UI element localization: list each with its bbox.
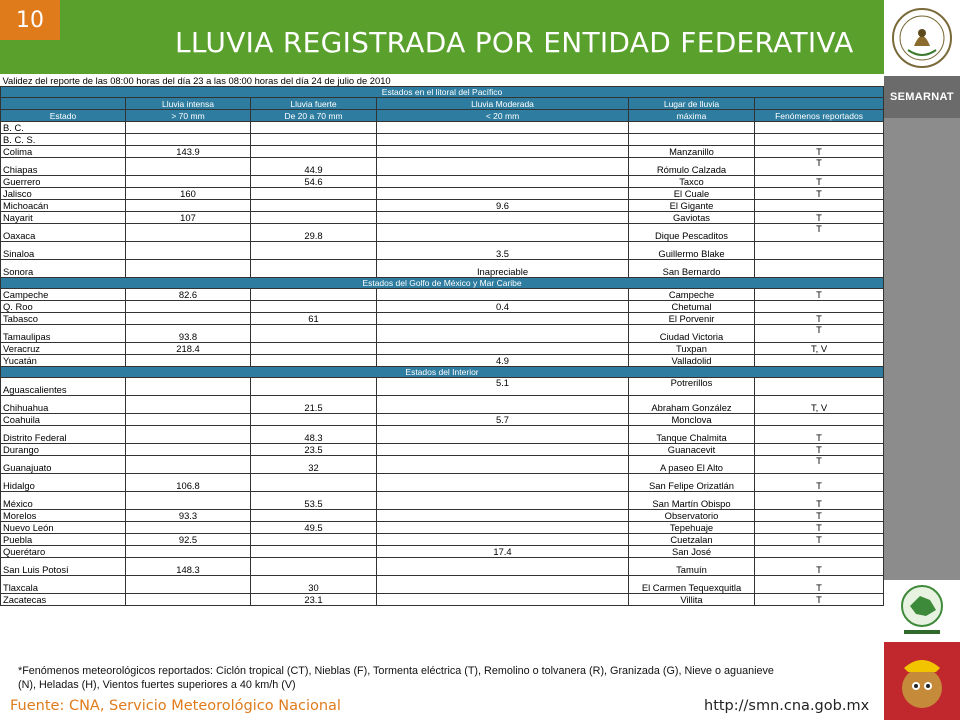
max-rain-place-cell: San José	[629, 546, 755, 558]
strong-rain-cell: 61	[251, 313, 377, 325]
intense-rain-cell	[126, 122, 251, 134]
strong-rain-cell: 23.5	[251, 444, 377, 456]
phenomena-cell: T	[755, 492, 884, 510]
intense-rain-cell	[126, 200, 251, 212]
table-row	[1, 212, 884, 224]
moderate-rain-cell	[377, 325, 629, 343]
moderate-rain-cell	[377, 313, 629, 325]
max-rain-place-cell: A paseo El Alto	[629, 456, 755, 474]
state-cell: Coahuila	[1, 414, 126, 426]
table-row	[1, 546, 884, 558]
phenomena-cell: T	[755, 289, 884, 301]
moderate-rain-cell	[377, 224, 629, 242]
phenomena-cell: T	[755, 594, 884, 606]
state-cell: Campeche	[1, 289, 126, 301]
max-rain-place-cell: El Porvenir	[629, 313, 755, 325]
state-cell: Sonora	[1, 260, 126, 278]
moderate-rain-cell	[377, 534, 629, 546]
phenomena-cell: T	[755, 522, 884, 534]
intense-rain-cell	[126, 224, 251, 242]
moderate-rain-cell	[377, 396, 629, 414]
intense-rain-cell	[126, 546, 251, 558]
state-cell: Morelos	[1, 510, 126, 522]
state-cell: Aguascalientes	[1, 378, 126, 396]
strong-rain-cell: 32	[251, 456, 377, 474]
moderate-rain-cell	[377, 522, 629, 534]
max-rain-place-cell	[629, 134, 755, 146]
max-rain-place-cell: Guanacevit	[629, 444, 755, 456]
max-rain-place-cell: Observatorio	[629, 510, 755, 522]
phenomena-cell: T	[755, 158, 884, 176]
intense-rain-cell: 93.3	[126, 510, 251, 522]
strong-rain-cell	[251, 474, 377, 492]
intense-rain-cell	[126, 396, 251, 414]
max-rain-place-cell: Valladolid	[629, 355, 755, 367]
state-cell: Yucatán	[1, 355, 126, 367]
moderate-rain-cell: 5.1	[377, 378, 629, 396]
phenomena-cell: T	[755, 212, 884, 224]
moderate-rain-cell	[377, 594, 629, 606]
table-row	[1, 325, 884, 343]
state-cell: Querétaro	[1, 546, 126, 558]
intense-rain-cell	[126, 444, 251, 456]
state-cell: Chihuahua	[1, 396, 126, 414]
column-header: Lugar de lluvia	[629, 98, 755, 110]
max-rain-place-cell: Campeche	[629, 289, 755, 301]
validity-row	[1, 75, 884, 87]
intense-rain-cell: 143.9	[126, 146, 251, 158]
footnote	[18, 664, 878, 692]
max-rain-place-cell: Cuetzalan	[629, 534, 755, 546]
phenomena-cell: T	[755, 444, 884, 456]
section-header	[1, 367, 884, 378]
intense-rain-cell: 218.4	[126, 343, 251, 355]
source-url[interactable]: http://smn.cna.gob.mx	[704, 698, 870, 714]
strong-rain-cell	[251, 146, 377, 158]
moderate-rain-cell: 3.5	[377, 242, 629, 260]
column-header-row	[1, 110, 884, 122]
moderate-rain-cell	[377, 146, 629, 158]
state-cell: San Luis Potosí	[1, 558, 126, 576]
phenomena-cell	[755, 378, 884, 396]
moderate-rain-cell: 0.4	[377, 301, 629, 313]
intense-rain-cell	[126, 355, 251, 367]
phenomena-cell: T, V	[755, 396, 884, 414]
intense-rain-cell: 106.8	[126, 474, 251, 492]
intense-rain-cell	[126, 522, 251, 534]
table-row	[1, 426, 884, 444]
phenomena-cell	[755, 134, 884, 146]
max-rain-place-cell: Gaviotas	[629, 212, 755, 224]
strong-rain-cell	[251, 343, 377, 355]
strong-rain-cell: 23.1	[251, 594, 377, 606]
max-rain-place-cell: Tamuín	[629, 558, 755, 576]
intense-rain-cell	[126, 594, 251, 606]
column-header	[755, 98, 884, 110]
section-title: Estados en el litoral del Pacífico	[1, 87, 884, 98]
column-header: Lluvia Moderada	[377, 98, 629, 110]
phenomena-cell	[755, 355, 884, 367]
source-text: Fuente: CNA, Servicio Meteorológico Nacional	[10, 698, 341, 714]
moderate-rain-cell	[377, 426, 629, 444]
slide-number: 10	[0, 0, 60, 40]
state-cell: Michoacán	[1, 200, 126, 212]
phenomena-cell	[755, 414, 884, 426]
intense-rain-cell	[126, 301, 251, 313]
strong-rain-cell: 53.5	[251, 492, 377, 510]
phenomena-cell: T	[755, 325, 884, 343]
phenomena-cell: T	[755, 188, 884, 200]
column-header: > 70 mm	[126, 110, 251, 122]
strong-rain-cell	[251, 355, 377, 367]
moderate-rain-cell	[377, 134, 629, 146]
column-header: máxima	[629, 110, 755, 122]
moderate-rain-cell	[377, 122, 629, 134]
max-rain-place-cell: Taxco	[629, 176, 755, 188]
max-rain-place-cell: Rómulo Calzada	[629, 158, 755, 176]
strong-rain-cell: 29.8	[251, 224, 377, 242]
phenomena-cell: T	[755, 146, 884, 158]
page-title: LLUVIA REGISTRADA POR ENTIDAD FEDERATIVA	[175, 26, 854, 59]
strong-rain-cell	[251, 558, 377, 576]
strong-rain-cell	[251, 414, 377, 426]
section-header	[1, 278, 884, 289]
phenomena-cell: T	[755, 558, 884, 576]
table-row	[1, 492, 884, 510]
table-row	[1, 355, 884, 367]
state-cell: B. C. S.	[1, 134, 126, 146]
max-rain-place-cell: Guillermo Blake	[629, 242, 755, 260]
intense-rain-cell	[126, 260, 251, 278]
column-header	[1, 98, 126, 110]
moderate-rain-cell: 9.6	[377, 200, 629, 212]
state-cell: Colima	[1, 146, 126, 158]
strong-rain-cell	[251, 510, 377, 522]
phenomena-cell	[755, 122, 884, 134]
state-cell: Oaxaca	[1, 224, 126, 242]
moderate-rain-cell: 5.7	[377, 414, 629, 426]
max-rain-place-cell: Chetumal	[629, 301, 755, 313]
phenomena-cell: T	[755, 224, 884, 242]
table-row	[1, 522, 884, 534]
max-rain-place-cell: Abraham González	[629, 396, 755, 414]
section-title: Estados del Interior	[1, 367, 884, 378]
table-row	[1, 158, 884, 176]
column-header: Fenómenos reportados	[755, 110, 884, 122]
max-rain-place-cell: Ciudad Victoria	[629, 325, 755, 343]
strong-rain-cell: 48.3	[251, 426, 377, 444]
strong-rain-cell	[251, 378, 377, 396]
conafor-logo-icon	[890, 582, 954, 638]
intense-rain-cell	[126, 492, 251, 510]
column-header: Estado	[1, 110, 126, 122]
footnote-line: (N), Heladas (H), Vientos fuertes superiores a 40 km/h (V)	[18, 679, 296, 691]
max-rain-place-cell: Manzanillo	[629, 146, 755, 158]
max-rain-place-cell: Tepehuaje	[629, 522, 755, 534]
strong-rain-cell	[251, 546, 377, 558]
max-rain-place-cell: San Felipe Orizatlán	[629, 474, 755, 492]
state-cell: Jalisco	[1, 188, 126, 200]
strong-rain-cell	[251, 212, 377, 224]
phenomena-cell: T	[755, 313, 884, 325]
table-row	[1, 146, 884, 158]
state-cell: Guerrero	[1, 176, 126, 188]
intense-rain-cell	[126, 378, 251, 396]
state-cell: Distrito Federal	[1, 426, 126, 444]
table-row	[1, 510, 884, 522]
max-rain-place-cell: El Cuale	[629, 188, 755, 200]
forest-mascot-panel	[884, 642, 960, 720]
strong-rain-cell	[251, 200, 377, 212]
state-cell: Tlaxcala	[1, 576, 126, 594]
table-row	[1, 313, 884, 325]
state-cell: B. C.	[1, 122, 126, 134]
phenomena-cell	[755, 546, 884, 558]
phenomena-cell: T	[755, 474, 884, 492]
intense-rain-cell	[126, 426, 251, 444]
state-cell: Puebla	[1, 534, 126, 546]
table-row	[1, 242, 884, 260]
table-row	[1, 414, 884, 426]
state-cell: Veracruz	[1, 343, 126, 355]
column-header: Lluvia intensa	[126, 98, 251, 110]
table-row	[1, 260, 884, 278]
table-row	[1, 122, 884, 134]
phenomena-cell: T, V	[755, 343, 884, 355]
moderate-rain-cell	[377, 576, 629, 594]
moderate-rain-cell	[377, 558, 629, 576]
table-row	[1, 396, 884, 414]
mexico-seal-icon	[890, 6, 954, 70]
footnote-line: *Fenómenos meteorológicos reportados: Ciclón tropical (CT), Nieblas (F), Tormenta eléctrica (T), Remolino o tolvanera (R), Granizada (G), Nieve o aguanieve	[18, 665, 774, 677]
table-row	[1, 188, 884, 200]
moderate-rain-cell	[377, 444, 629, 456]
intense-rain-cell: 92.5	[126, 534, 251, 546]
phenomena-cell: T	[755, 456, 884, 474]
moderate-rain-cell	[377, 289, 629, 301]
strong-rain-cell	[251, 242, 377, 260]
table-row	[1, 534, 884, 546]
intense-rain-cell	[126, 414, 251, 426]
phenomena-cell: T	[755, 576, 884, 594]
phenomena-cell: T	[755, 176, 884, 188]
rainfall-table	[0, 75, 884, 606]
intense-rain-cell: 160	[126, 188, 251, 200]
max-rain-place-cell: El Gigante	[629, 200, 755, 212]
phenomena-cell	[755, 200, 884, 212]
column-header: Lluvia fuerte	[251, 98, 377, 110]
intense-rain-cell: 93.8	[126, 325, 251, 343]
strong-rain-cell: 54.6	[251, 176, 377, 188]
table-row	[1, 474, 884, 492]
intense-rain-cell	[126, 313, 251, 325]
moderate-rain-cell	[377, 212, 629, 224]
strong-rain-cell: 49.5	[251, 522, 377, 534]
table-row	[1, 378, 884, 396]
moderate-rain-cell: 4.9	[377, 355, 629, 367]
intense-rain-cell	[126, 176, 251, 188]
side-gray-band	[884, 118, 960, 580]
max-rain-place-cell: Tuxpan	[629, 343, 755, 355]
table-row	[1, 224, 884, 242]
phenomena-cell: T	[755, 534, 884, 546]
moderate-rain-cell	[377, 510, 629, 522]
strong-rain-cell: 44.9	[251, 158, 377, 176]
state-cell: Durango	[1, 444, 126, 456]
max-rain-place-cell: Dique Pescaditos	[629, 224, 755, 242]
intense-rain-cell	[126, 456, 251, 474]
max-rain-place-cell: El Carmen Tequexquitla	[629, 576, 755, 594]
state-cell: Sinaloa	[1, 242, 126, 260]
state-cell: Zacatecas	[1, 594, 126, 606]
column-header: < 20 mm	[377, 110, 629, 122]
state-cell: Hidalgo	[1, 474, 126, 492]
strong-rain-cell	[251, 301, 377, 313]
strong-rain-cell	[251, 289, 377, 301]
moderate-rain-cell	[377, 456, 629, 474]
state-cell: Tabasco	[1, 313, 126, 325]
table-row	[1, 134, 884, 146]
table-row	[1, 200, 884, 212]
moderate-rain-cell: Inapreciable	[377, 260, 629, 278]
intense-rain-cell	[126, 242, 251, 260]
table-row	[1, 343, 884, 355]
moderate-rain-cell	[377, 492, 629, 510]
intense-rain-cell: 148.3	[126, 558, 251, 576]
max-rain-place-cell: San Bernardo	[629, 260, 755, 278]
phenomena-cell: T	[755, 426, 884, 444]
section-header	[1, 87, 884, 98]
state-cell: Nayarit	[1, 212, 126, 224]
table-row	[1, 576, 884, 594]
table-row	[1, 594, 884, 606]
intense-rain-cell	[126, 158, 251, 176]
table-row	[1, 289, 884, 301]
column-header: De 20 a 70 mm	[251, 110, 377, 122]
validity-text: Validez del reporte de las 08:00 horas del día 23 a las 08:00 horas del día 24 de julio de 2010	[2, 75, 391, 86]
forest-mascot-icon	[884, 642, 960, 720]
moderate-rain-cell	[377, 343, 629, 355]
strong-rain-cell: 30	[251, 576, 377, 594]
moderate-rain-cell	[377, 176, 629, 188]
moderate-rain-cell: 17.4	[377, 546, 629, 558]
state-cell: Guanajuato	[1, 456, 126, 474]
column-header-row	[1, 98, 884, 110]
strong-rain-cell	[251, 260, 377, 278]
table-row	[1, 444, 884, 456]
strong-rain-cell: 21.5	[251, 396, 377, 414]
moderate-rain-cell	[377, 188, 629, 200]
table-row	[1, 301, 884, 313]
state-cell: Chiapas	[1, 158, 126, 176]
intense-rain-cell	[126, 576, 251, 594]
phenomena-cell	[755, 260, 884, 278]
strong-rain-cell	[251, 534, 377, 546]
intense-rain-cell: 82.6	[126, 289, 251, 301]
strong-rain-cell	[251, 188, 377, 200]
table-row	[1, 176, 884, 188]
max-rain-place-cell: Villita	[629, 594, 755, 606]
state-cell: Tamaulipas	[1, 325, 126, 343]
phenomena-cell	[755, 301, 884, 313]
strong-rain-cell	[251, 134, 377, 146]
moderate-rain-cell	[377, 158, 629, 176]
max-rain-place-cell	[629, 122, 755, 134]
max-rain-place-cell: Potrerillos	[629, 378, 755, 396]
table-row	[1, 456, 884, 474]
table-row	[1, 558, 884, 576]
state-cell: Nuevo León	[1, 522, 126, 534]
moderate-rain-cell	[377, 474, 629, 492]
state-cell: Q. Roo	[1, 301, 126, 313]
strong-rain-cell	[251, 325, 377, 343]
max-rain-place-cell: Monclova	[629, 414, 755, 426]
strong-rain-cell	[251, 122, 377, 134]
intense-rain-cell	[126, 134, 251, 146]
section-title: Estados del Golfo de México y Mar Caribe	[1, 278, 884, 289]
max-rain-place-cell: Tanque Chalmita	[629, 426, 755, 444]
intense-rain-cell: 107	[126, 212, 251, 224]
phenomena-cell	[755, 242, 884, 260]
phenomena-cell: T	[755, 510, 884, 522]
max-rain-place-cell: San Martín Obispo	[629, 492, 755, 510]
semarnat-label: SEMARNAT	[884, 76, 960, 118]
state-cell: México	[1, 492, 126, 510]
